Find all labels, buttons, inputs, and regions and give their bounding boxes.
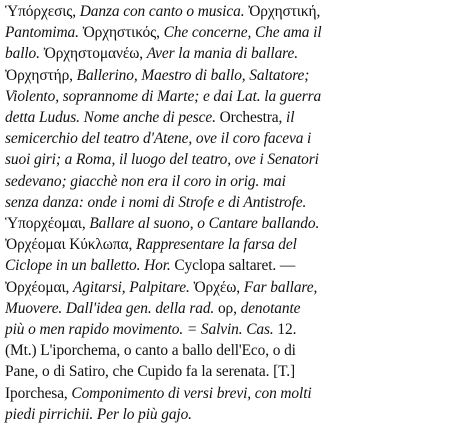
italic-text: Ciclope in un balletto. Hor. xyxy=(5,257,175,274)
italic-text: semicerchio del teatro d'Atene, ove il coro faceva i xyxy=(5,130,312,147)
text-line xyxy=(5,129,311,148)
roman-text: Ὀρχηστομανέω, xyxy=(43,45,147,62)
roman-text: Pane, o di Satiro, che Cupido fa la serenata. [T.] xyxy=(5,363,296,380)
italic-text: Aver la mania di ballare. xyxy=(146,45,298,62)
text-line xyxy=(5,384,312,403)
italic-text: Agitarsi, Palpitare. xyxy=(73,279,194,296)
text-line xyxy=(5,320,296,339)
italic-text: Che concerne, Che ama il xyxy=(163,24,322,41)
text-line xyxy=(5,362,295,381)
italic-text: Pantomima. xyxy=(5,24,83,41)
text-line xyxy=(5,87,321,106)
roman-text: 12. xyxy=(277,321,297,338)
roman-text: Ὀρχηστικός, xyxy=(82,24,164,41)
text-line xyxy=(5,193,306,212)
italic-text: senza danza: onde i nomi di Strofe e di Antistrofe. xyxy=(5,194,307,211)
roman-text: ορ, xyxy=(217,300,241,317)
italic-text: suoi giri; a Roma, il luogo del teatro, ove i Senatori xyxy=(5,151,319,168)
text-line xyxy=(5,44,298,63)
text-line xyxy=(5,299,300,318)
italic-text: il xyxy=(286,109,295,126)
text-line xyxy=(5,66,309,85)
italic-text: denotante xyxy=(240,300,301,317)
text-line xyxy=(5,214,319,233)
roman-text: (Mt.) L'iporchema, o canto a ballo dell'Eco, o di xyxy=(5,342,296,359)
italic-text: Ballare al suono, o Cantare ballando. xyxy=(89,215,320,232)
roman-text: Ὀρχηστική, xyxy=(248,3,321,20)
text-line xyxy=(5,341,296,360)
italic-text: Violento, soprannome di Marte; e dai Lat. la guerra xyxy=(5,88,322,105)
text-line xyxy=(5,108,294,127)
roman-text: Ὀρχηστήρ, xyxy=(5,67,77,84)
roman-text: Ὑπόρχεσις, xyxy=(5,3,80,20)
italic-text: sedevano; giacchè non era il coro in orig. mai xyxy=(5,173,286,190)
italic-text: piedi pirrichii. Per lo più gajo. xyxy=(5,406,192,423)
italic-text: Far ballare, xyxy=(243,279,318,296)
italic-text: Danza con canto o musica. xyxy=(79,3,249,20)
text-line xyxy=(5,172,286,191)
italic-text: Muovere. Dall'idea gen. della rad. xyxy=(5,300,218,317)
italic-text: Componimento di versi brevi, con molti xyxy=(71,385,312,402)
text-line xyxy=(5,405,192,424)
roman-text: Cyclopa saltaret. — xyxy=(174,257,296,274)
roman-text: Ὀρχέω, xyxy=(193,279,244,296)
italic-text: ballo. xyxy=(5,45,44,62)
roman-text: Ὑπορχέομαι, xyxy=(5,215,90,232)
italic-text: detta Ludus. Nome anche di pesce. xyxy=(5,109,220,126)
text-line xyxy=(5,23,322,42)
italic-text: Ballerino, Maestro di ballo, Saltatore; xyxy=(76,67,310,84)
text-line xyxy=(5,278,317,297)
text-line xyxy=(5,256,295,275)
italic-text: Rappresentare la farsa del xyxy=(135,236,297,253)
italic-text: più o men rapido movimento. = Salvin. Cas. xyxy=(5,321,278,338)
text-line xyxy=(5,2,320,21)
text-line xyxy=(5,235,297,254)
roman-text: Iporchesa, xyxy=(5,385,72,402)
text-line xyxy=(5,150,319,169)
roman-text: Ὀρχέομαι, xyxy=(5,279,73,296)
roman-text: Orchestra, xyxy=(219,109,287,126)
roman-text: Ὀρχέομαι Κύκλωπα, xyxy=(5,236,136,253)
